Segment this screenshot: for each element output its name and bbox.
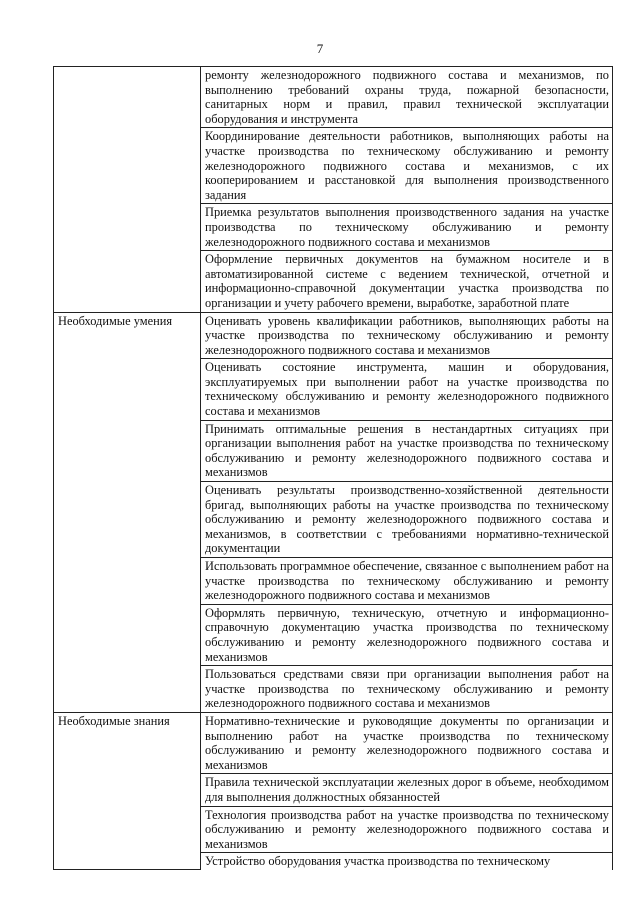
table-row [54,67,613,128]
section-label: Необходимые умения [54,312,201,712]
page-number: 7 [316,41,324,56]
requirement-text: Устройство оборудования участка производства по техническому [201,853,613,870]
requirements-table [53,66,613,870]
section-label: Необходимые знания [54,712,201,869]
requirement-text: Оценивать уровень квалификации работников, выполняющих работы на участке производства по техническому обслуживанию и ремонту железнодорожного подвижного состава и механизмов [201,312,613,359]
table-row [54,712,613,773]
requirement-text: Координирование деятельности работников, выполняющих работы на участке производства по техническому обслуживанию и ремонту железнодорожного подвижного состава и механизмов, с их кооперированием и расстановкой для выполнения производственного задания [201,128,613,204]
requirement-text: Пользоваться средствами связи при организации выполнения работ на участке производства по техническому обслуживанию и ремонту железнодорожного подвижного состава и механизмов [201,666,613,713]
requirement-text: Правила технической эксплуатации железных дорог в объеме, необходимом для выполнения должностных обязанностей [201,774,613,806]
requirement-text: Оценивать результаты производственно-хозяйственной деятельности бригад, выполняющих работы на участке производства по техническому обслуживанию и ремонту железнодорожного подвижного состава и механизмов, в соответствии с требованиями нормативно-технической документации [201,482,613,558]
requirement-text: Принимать оптимальные решения в нестандартных ситуациях при организации выполнения работ на участке производства по техническому обслуживанию и ремонту железнодорожного подвижного состава и механизмов [201,420,613,481]
requirement-text: Использовать программное обеспечение, связанное с выполнением работ на участке производства по техническому обслуживанию и ремонту железнодорожного подвижного состава и механизмов [201,558,613,605]
requirement-text: Оформление первичных документов на бумажном носителе и в автоматизированной системе с ведением технической, отчетной и информационно-справочной документации участка производства по организации и учету рабочего времени, выработке, заработной плате [201,251,613,312]
requirement-text: Приемка результатов выполнения производственного задания на участке производства по техническому обслуживанию и ремонту железнодорожного подвижного состава и механизмов [201,204,613,251]
requirement-text: ремонту железнодорожного подвижного состава и механизмов, по выполнению требований охраны труда, пожарной безопасности, санитарных норм и правил, правил технической эксплуатации оборудования и инструмента [201,67,613,128]
requirement-text: Оформлять первичную, техническую, отчетную и информационно-справочную документацию участка производства по техническому обслуживанию и ремонту железнодорожного подвижного состава и механизмов [201,604,613,665]
table-row [54,312,613,359]
requirement-text: Нормативно-технические и руководящие документы по организации и выполнению работ на участке производства по техническому обслуживанию и ремонту железнодорожного подвижного состава и механизмов [201,712,613,773]
requirements-table-body [54,67,613,870]
requirement-text: Технология производства работ на участке производства по техническому обслуживанию и ремонту железнодорожного подвижного состава и механизмов [201,806,613,853]
requirement-text: Оценивать состояние инструмента, машин и оборудования, эксплуатируемых при выполнении работ на участке производства по техническому обслуживанию и ремонту железнодорожного подвижного состава и механизмов [201,359,613,420]
section-label [54,67,201,313]
